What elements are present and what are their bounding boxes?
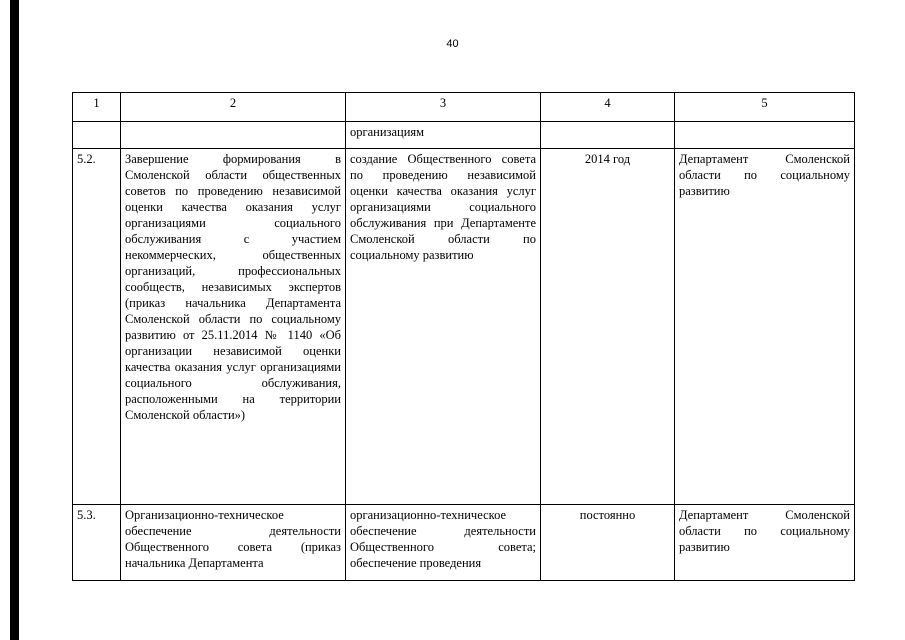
cont-col-2 bbox=[121, 122, 346, 149]
header-col-5: 5 bbox=[675, 93, 855, 122]
row-result: создание Общественного совета по проведению независимой оценки качества оказания услуг организациями социального обслуживания при Департаменте Смоленской области по социальному развитию bbox=[346, 149, 541, 505]
header-col-4: 4 bbox=[541, 93, 675, 122]
table-row bbox=[73, 149, 855, 505]
page-number: 40 bbox=[446, 38, 459, 50]
row-number: 5.3. bbox=[73, 505, 121, 581]
row-action: Организационно-техническое обеспечение деятельности Общественного совета (приказ начальника Департамента bbox=[121, 505, 346, 581]
cont-col-3: организациям bbox=[346, 122, 541, 149]
header-row bbox=[73, 93, 855, 122]
header-col-3: 3 bbox=[346, 93, 541, 122]
row-action: Завершение формирования в Смоленской области общественных советов по проведению независимой оценки качества оказания услуг организациями социального обслуживания с участием некоммерческих, общественных организаций, профессиональных сообществ, независимых экспертов (приказ начальника Департамента Смоленской области по социальному развитию от 25.11.2014 № 1140 «Об организации независимой оценки качества оказания услуг организациями социального обслуживания, расположенными на территории Смоленской области») bbox=[121, 149, 346, 505]
cont-col-1 bbox=[73, 122, 121, 149]
scan-edge-bar bbox=[10, 0, 19, 640]
row-term: постоянно bbox=[541, 505, 675, 581]
row-result: организационно-техническое обеспечение деятельности Общественного совета; обеспечение проведения bbox=[346, 505, 541, 581]
plan-table bbox=[72, 92, 855, 581]
row-responsible: Департамент Смоленской области по социальному развитию bbox=[675, 505, 855, 581]
row-term: 2014 год bbox=[541, 149, 675, 505]
cont-col-4 bbox=[541, 122, 675, 149]
header-col-1: 1 bbox=[73, 93, 121, 122]
header-col-2: 2 bbox=[121, 93, 346, 122]
row-number: 5.2. bbox=[73, 149, 121, 505]
continuation-row bbox=[73, 122, 855, 149]
row-responsible: Департамент Смоленской области по социальному развитию bbox=[675, 149, 855, 505]
cont-col-5 bbox=[675, 122, 855, 149]
table-row bbox=[73, 505, 855, 581]
